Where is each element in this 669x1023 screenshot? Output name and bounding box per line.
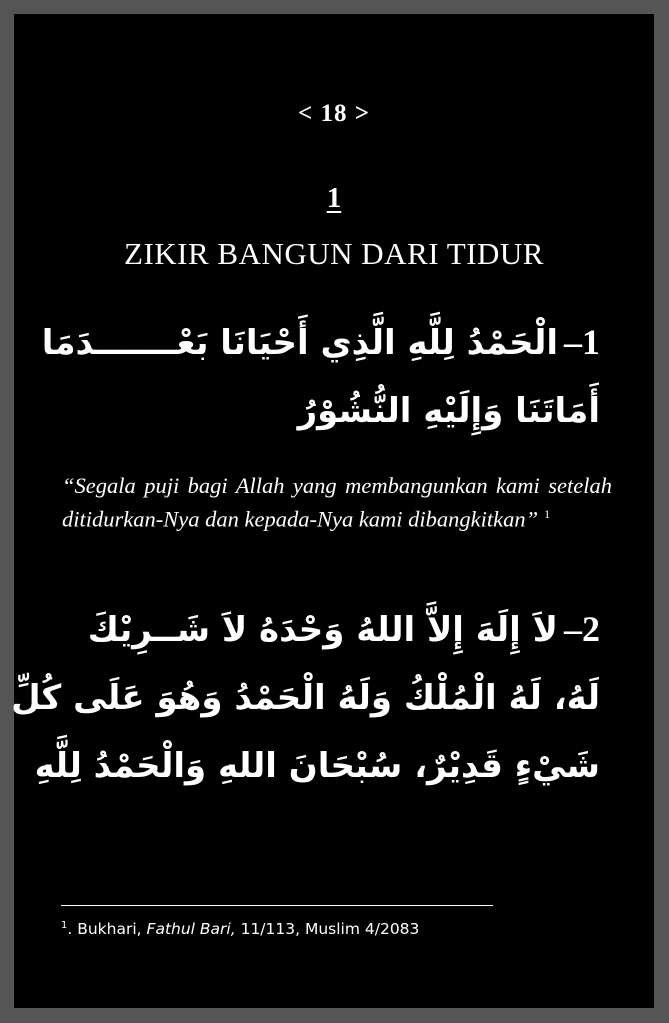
dhikr-2-line-3: شَيْءٍ قَدِيْرٌ، سُبْحَانَ اللهِ وَالْحَمْدُ لِلَّهِ	[34, 746, 600, 786]
dhikr-2-line-1	[40, 595, 600, 664]
dhikr-2-line-2: لَهُ، لَهُ الْمُلْكُ وَلَهُ الْحَمْدُ وَهُوَ عَلَى كُلِّ	[11, 678, 600, 718]
dhikr-1-number: 1–	[564, 322, 600, 362]
footnote-divider	[61, 905, 493, 906]
dhikr-1-line-2: أَمَاتَنَا وَإِلَيْهِ النُّشُوْرُ	[297, 391, 600, 431]
footnote-prefix: . Bukhari,	[67, 920, 147, 939]
dhikr-2-number: 2–	[564, 609, 600, 649]
chapter-title: ZIKIR BANGUN DARI TIDUR	[124, 236, 544, 271]
dhikr-2-line-1-text: لاَ إِلَهَ إِلاَّ اللهُ وَحْدَهُ لاَ شَــرِيْكَ	[87, 610, 558, 650]
dhikr-2-arabic	[11, 595, 600, 800]
footnote-marker: 1	[61, 920, 68, 931]
page-number: < 18 >	[298, 100, 370, 127]
footnote-reference: 1	[544, 507, 551, 521]
chapter-number: 1	[326, 182, 342, 214]
dhikr-1-line-1	[40, 308, 600, 377]
footnote-book-title: Fathul Bari,	[146, 920, 236, 939]
footnote-rest: 11/113, Muslim 4/2083	[235, 920, 420, 939]
translation-text: “Segala puji bagi Allah yang membangunkan kami setelah ditidurkan-Nya dan kepada-Nya kami dibangkitkan”	[62, 473, 612, 532]
footnote	[61, 920, 419, 938]
dhikr-1-translation	[62, 471, 612, 534]
dhikr-1-arabic	[40, 308, 600, 445]
book-page	[11, 14, 654, 1008]
dhikr-1-line-1-text: الْحَمْدُ لِلَّهِ الَّذِي أَحْيَانَا بَعْـــــــدَمَا	[41, 323, 558, 363]
